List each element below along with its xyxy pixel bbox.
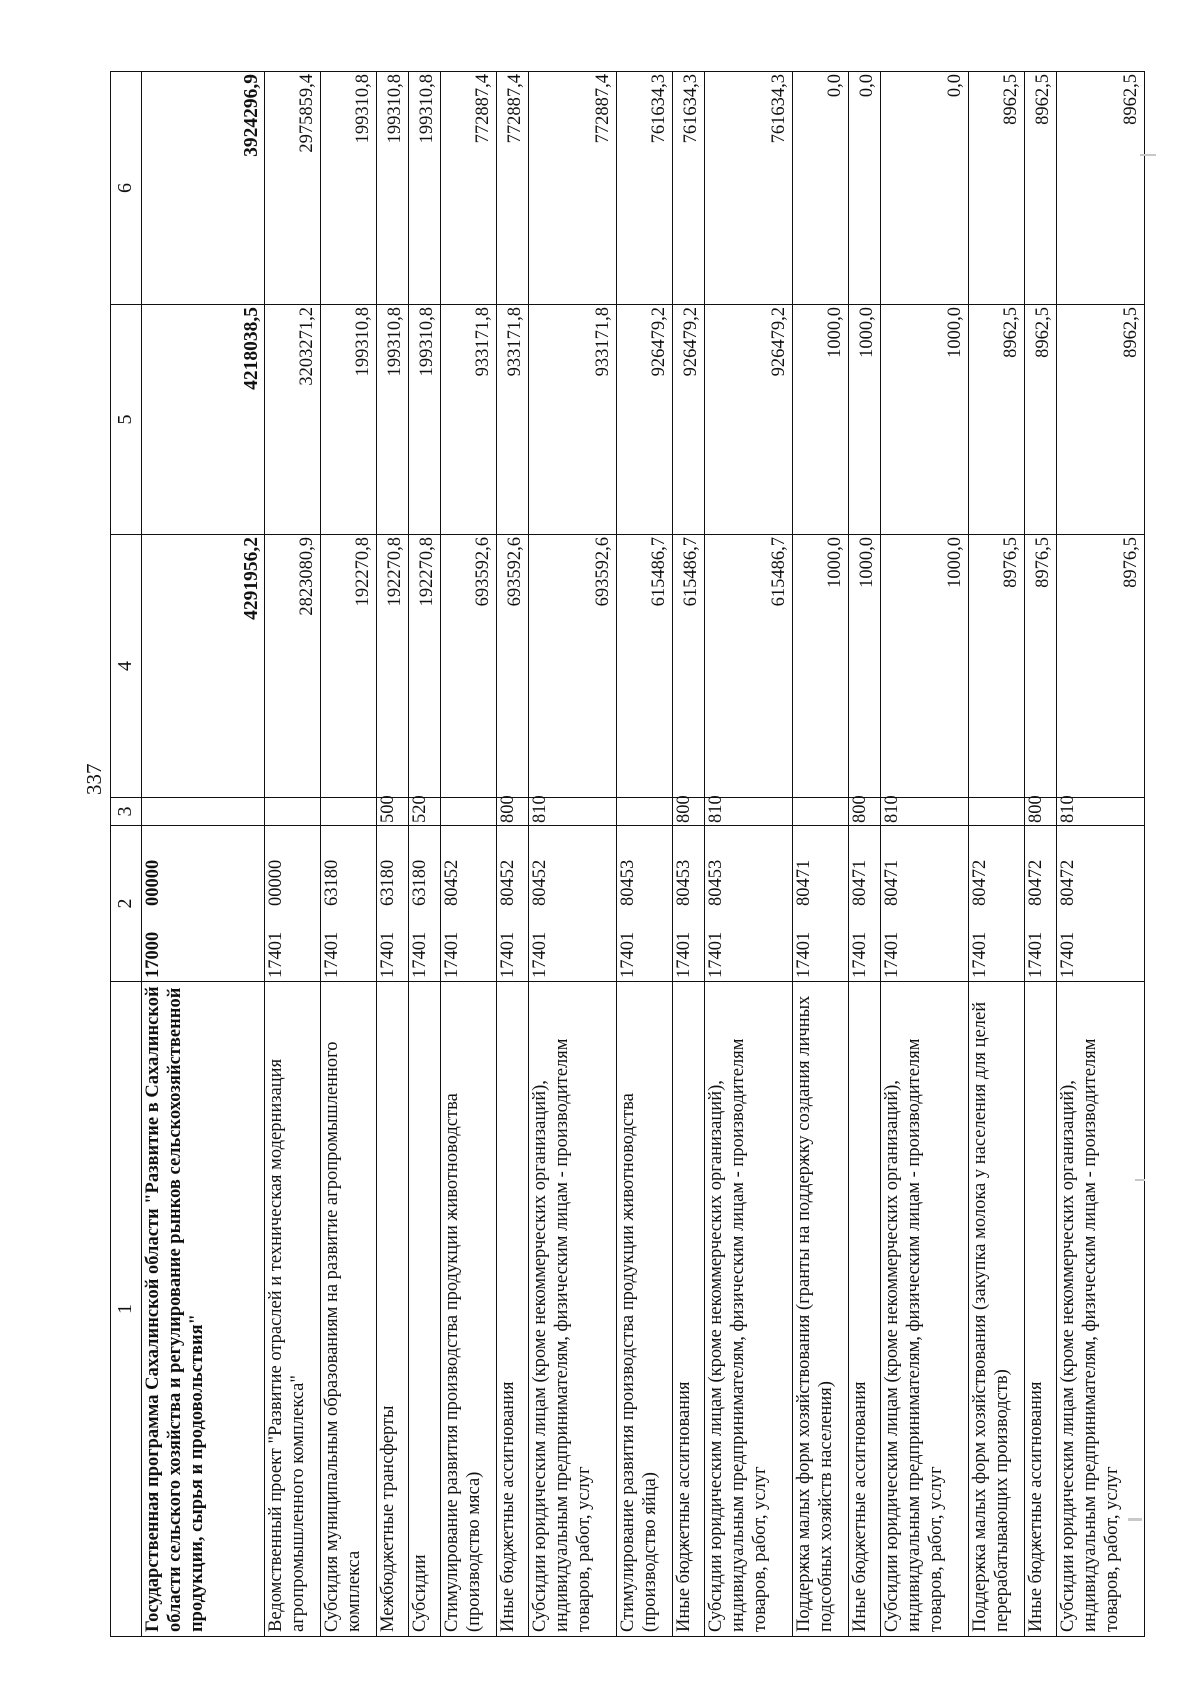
row-name-cell: Межбюджетные трансферты [377, 982, 409, 1637]
direction-code: 80472 [1058, 859, 1078, 906]
expense-type-cell: 520 [409, 798, 441, 826]
direction-code: 63180 [378, 859, 398, 906]
page-number: 337 [82, 763, 106, 795]
table-row [529, 72, 617, 1637]
program-code: 17401 [1058, 931, 1078, 978]
target-article-cell [142, 826, 265, 982]
amount-cell-year-1: 615486,7 [673, 535, 705, 798]
expense-type-cell [321, 798, 377, 826]
expense-type-cell [969, 798, 1025, 826]
amount-cell-year-2: 4218038,5 [142, 305, 265, 535]
target-article-cell [705, 826, 793, 982]
row-name-cell: Стимулирование развития производства продукции животноводства (производство яйца) [617, 982, 673, 1637]
program-code: 17401 [266, 931, 286, 978]
amount-cell-year-1: 192270,8 [377, 535, 409, 798]
table-row [673, 72, 705, 1637]
amount-cell-year-2: 8962,5 [1057, 305, 1145, 535]
table-row [617, 72, 673, 1637]
scan-mark [1140, 154, 1156, 156]
table-row [849, 72, 881, 1637]
direction-code: 00000 [266, 859, 286, 906]
amount-cell-year-2: 1000,0 [793, 305, 849, 535]
row-name-cell: Иные бюджетные ассигнования [849, 982, 881, 1637]
expense-type-cell [793, 798, 849, 826]
target-article-cell [441, 826, 497, 982]
amount-cell-year-2: 199310,8 [377, 305, 409, 535]
row-name-cell: Поддержка малых форм хозяйствования (гранты на поддержку создания личных подсобных хозяйств населения) [793, 982, 849, 1637]
scan-mark [1135, 1179, 1145, 1181]
target-article-cell [881, 826, 969, 982]
amount-cell-year-3: 3924296,9 [142, 72, 265, 305]
column-header: 1 [111, 982, 142, 1637]
amount-cell-year-2: 3203271,2 [265, 305, 321, 535]
direction-code: 80453 [674, 859, 694, 906]
direction-code: 63180 [322, 859, 342, 906]
target-article-cell [617, 826, 673, 982]
table-header-row [111, 72, 142, 1637]
row-name-cell: Субсидия муниципальным образованиям на развитие агропромышленного комплекса [321, 982, 377, 1637]
amount-cell-year-3: 0,0 [793, 72, 849, 305]
amount-cell-year-1: 693592,6 [497, 535, 529, 798]
expense-type-cell: 800 [673, 798, 705, 826]
amount-cell-year-3: 8962,5 [1025, 72, 1057, 305]
amount-cell-year-3: 0,0 [849, 72, 881, 305]
direction-code: 80452 [442, 859, 462, 906]
row-name-cell: Субсидии юридическим лицам (кроме некоммерческих организаций), индивидуальным предпринимателям, физическим лицам - производителям товаров, работ, услуг [705, 982, 793, 1637]
amount-cell-year-2: 926479,2 [705, 305, 793, 535]
program-code: 17401 [498, 931, 518, 978]
table-row [409, 72, 441, 1637]
row-name-cell: Государственная программа Сахалинской области "Развитие в Сахалинской области сельского хозяйства и регулирование рынков сельскохозяйственной продукции, сырья и продовольствия" [142, 982, 265, 1637]
target-article-cell [497, 826, 529, 982]
amount-cell-year-3: 8962,5 [969, 72, 1025, 305]
expense-type-cell [441, 798, 497, 826]
table-row [705, 72, 793, 1637]
table-row [142, 72, 265, 1637]
program-code: 17401 [706, 931, 726, 978]
program-code: 17000 [143, 931, 163, 978]
budget-table [110, 71, 1145, 1637]
amount-cell-year-3: 761634,3 [705, 72, 793, 305]
direction-code: 80453 [706, 859, 726, 906]
row-name-cell: Субсидии [409, 982, 441, 1637]
amount-cell-year-2: 1000,0 [849, 305, 881, 535]
row-name-cell: Субсидии юридическим лицам (кроме некоммерческих организаций), индивидуальным предпринимателям, физическим лицам - производителям товаров, работ, услуг [1057, 982, 1145, 1637]
expense-type-cell: 500 [377, 798, 409, 826]
target-article-cell [969, 826, 1025, 982]
amount-cell-year-1: 615486,7 [705, 535, 793, 798]
table-row [497, 72, 529, 1637]
table-row [321, 72, 377, 1637]
amount-cell-year-1: 693592,6 [529, 535, 617, 798]
amount-cell-year-3: 761634,3 [673, 72, 705, 305]
amount-cell-year-3: 772887,4 [497, 72, 529, 305]
table-row [441, 72, 497, 1637]
program-code: 17401 [322, 931, 342, 978]
expense-type-cell [142, 798, 265, 826]
direction-code: 00000 [143, 859, 163, 906]
amount-cell-year-3: 199310,8 [377, 72, 409, 305]
expense-type-cell: 800 [849, 798, 881, 826]
amount-cell-year-2: 926479,2 [673, 305, 705, 535]
column-header: 3 [111, 798, 142, 826]
scan-mark [1128, 1518, 1142, 1521]
amount-cell-year-3: 2975859,4 [265, 72, 321, 305]
amount-cell-year-3: 0,0 [881, 72, 969, 305]
expense-type-cell: 810 [705, 798, 793, 826]
amount-cell-year-3: 199310,8 [409, 72, 441, 305]
target-article-cell [321, 826, 377, 982]
amount-cell-year-3: 199310,8 [321, 72, 377, 305]
target-article-cell [1057, 826, 1145, 982]
amount-cell-year-2: 933171,8 [497, 305, 529, 535]
row-name-cell: Субсидии юридическим лицам (кроме некоммерческих организаций), индивидуальным предпринимателям, физическим лицам - производителям товаров, работ, услуг [529, 982, 617, 1637]
program-code: 17401 [970, 931, 990, 978]
amount-cell-year-3: 772887,4 [529, 72, 617, 305]
program-code: 17401 [1026, 931, 1046, 978]
program-code: 17401 [794, 931, 814, 978]
direction-code: 80472 [1026, 859, 1046, 906]
amount-cell-year-2: 199310,8 [409, 305, 441, 535]
program-code: 17401 [882, 931, 902, 978]
target-article-cell [1025, 826, 1057, 982]
table-row [1057, 72, 1145, 1637]
direction-code: 80471 [850, 859, 870, 906]
amount-cell-year-3: 8962,5 [1057, 72, 1145, 305]
amount-cell-year-2: 8962,5 [969, 305, 1025, 535]
expense-type-cell: 810 [1057, 798, 1145, 826]
direction-code: 63180 [410, 859, 430, 906]
expense-type-cell: 800 [497, 798, 529, 826]
program-code: 17401 [618, 931, 638, 978]
expense-type-cell: 800 [1025, 798, 1057, 826]
row-name-cell: Иные бюджетные ассигнования [1025, 982, 1057, 1637]
amount-cell-year-1: 192270,8 [409, 535, 441, 798]
column-header: 4 [111, 535, 142, 798]
direction-code: 80452 [530, 859, 550, 906]
amount-cell-year-1: 8976,5 [1057, 535, 1145, 798]
amount-cell-year-1: 1000,0 [881, 535, 969, 798]
column-header: 6 [111, 72, 142, 305]
program-code: 17401 [850, 931, 870, 978]
amount-cell-year-1: 693592,6 [441, 535, 497, 798]
amount-cell-year-2: 933171,8 [529, 305, 617, 535]
amount-cell-year-1: 4291956,2 [142, 535, 265, 798]
table-row [881, 72, 969, 1637]
table-row [793, 72, 849, 1637]
row-name-cell: Стимулирование развития производства продукции животноводства (производство мяса) [441, 982, 497, 1637]
target-article-cell [377, 826, 409, 982]
target-article-cell [409, 826, 441, 982]
expense-type-cell [265, 798, 321, 826]
column-header: 2 [111, 826, 142, 982]
amount-cell-year-3: 761634,3 [617, 72, 673, 305]
target-article-cell [265, 826, 321, 982]
program-code: 17401 [674, 931, 694, 978]
table-row [969, 72, 1025, 1637]
row-name-cell: Ведомственный проект "Развитие отраслей и техническая модернизация агропромышленного комплекса" [265, 982, 321, 1637]
amount-cell-year-1: 2823080,9 [265, 535, 321, 798]
expense-type-cell: 810 [529, 798, 617, 826]
program-code: 17401 [442, 931, 462, 978]
row-name-cell: Иные бюджетные ассигнования [497, 982, 529, 1637]
row-name-cell: Субсидии юридическим лицам (кроме некоммерческих организаций), индивидуальным предпринимателям, физическим лицам - производителям товаров, работ, услуг [881, 982, 969, 1637]
table-row [1025, 72, 1057, 1637]
direction-code: 80471 [882, 859, 902, 906]
rotated-page [0, 1, 1200, 1701]
program-code: 17401 [378, 931, 398, 978]
row-name-cell: Иные бюджетные ассигнования [673, 982, 705, 1637]
amount-cell-year-3: 772887,4 [441, 72, 497, 305]
amount-cell-year-2: 933171,8 [441, 305, 497, 535]
amount-cell-year-2: 1000,0 [881, 305, 969, 535]
target-article-cell [529, 826, 617, 982]
amount-cell-year-2: 8962,5 [1025, 305, 1057, 535]
expense-type-cell [617, 798, 673, 826]
target-article-cell [849, 826, 881, 982]
direction-code: 80472 [970, 859, 990, 906]
direction-code: 80471 [794, 859, 814, 906]
amount-cell-year-1: 8976,5 [969, 535, 1025, 798]
target-article-cell [673, 826, 705, 982]
amount-cell-year-1: 1000,0 [793, 535, 849, 798]
direction-code: 80452 [498, 859, 518, 906]
amount-cell-year-1: 615486,7 [617, 535, 673, 798]
column-header: 5 [111, 305, 142, 535]
table-body [142, 72, 1145, 1637]
amount-cell-year-1: 192270,8 [321, 535, 377, 798]
table-row [377, 72, 409, 1637]
amount-cell-year-2: 926479,2 [617, 305, 673, 535]
row-name-cell: Поддержка малых форм хозяйствования (закупка молока у населения для целей перерабатывающих производств) [969, 982, 1025, 1637]
target-article-cell [793, 826, 849, 982]
table-row [265, 72, 321, 1637]
amount-cell-year-1: 8976,5 [1025, 535, 1057, 798]
program-code: 17401 [530, 931, 550, 978]
amount-cell-year-2: 199310,8 [321, 305, 377, 535]
amount-cell-year-1: 1000,0 [849, 535, 881, 798]
expense-type-cell: 810 [881, 798, 969, 826]
program-code: 17401 [410, 931, 430, 978]
direction-code: 80453 [618, 859, 638, 906]
